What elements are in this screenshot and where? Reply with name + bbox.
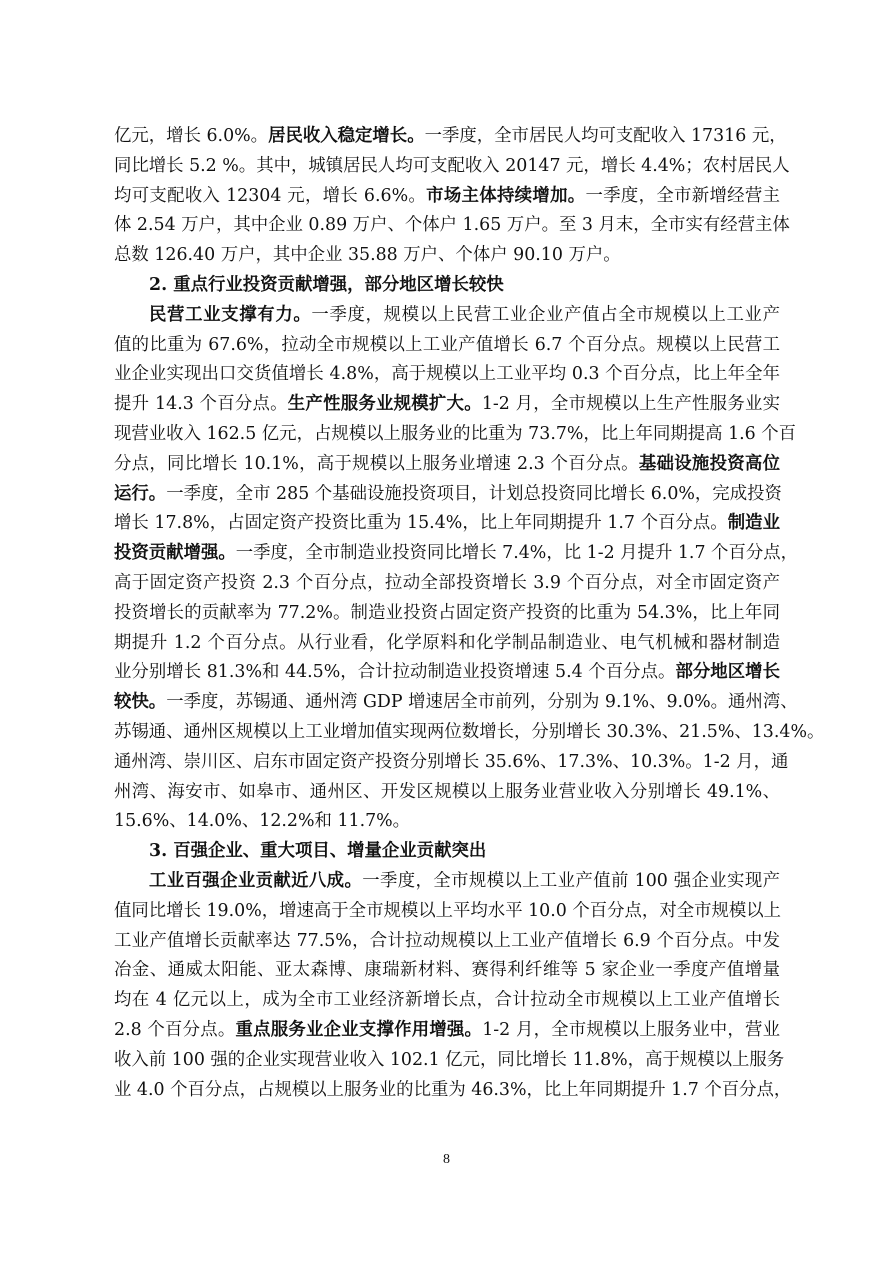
text-line: 值同比增长 19.0%，增速高于全市规模以上平均水平 10.0 个百分点，对全市规模以上	[114, 900, 782, 921]
text-span: 提升 14.3 个百分点。	[114, 394, 288, 415]
text-line: 收入前 100 强的企业实现营业收入 102.1 亿元，同比增长 11.8%，高于规模以上服务	[114, 1049, 785, 1070]
text-span: 增长 17.8%，占固定资产投资比重为 15.4%，比上年同期提升 1.7 个百分点。	[114, 513, 728, 534]
text-line: 15.6%、14.0%、12.2%和 11.7%。	[114, 811, 411, 832]
bold-lead-private-industry: 民营工业支撑有力。	[149, 304, 312, 325]
paragraph-income-market	[114, 122, 790, 271]
text-line	[114, 539, 799, 569]
text-line	[114, 658, 780, 688]
text-line: 均在 4 亿元以上，成为全市工业经济新增长点，合计拉动全市规模以上工业产值增长	[114, 990, 780, 1011]
text-line	[114, 301, 780, 331]
bold-lead-regions: 部分地区增长	[675, 662, 780, 683]
text-span: 一季度，全市新增经营主	[585, 185, 780, 206]
text-line: 业企业实现出口交货值增长 4.8%，高于规模以上工业平均 0.3 个百分点，比上年全年	[114, 364, 780, 385]
text-line: 冶金、通威太阳能、亚太森博、康瑞新材料、赛得利纤维等 5 家企业一季度产值增量	[114, 960, 780, 981]
page-number: 8	[443, 1152, 450, 1167]
text-line: 现营业收入 162.5 亿元，占规模以上服务业的比重为 73.7%，比上年同期提高 1.6 个百	[114, 423, 797, 444]
text-line	[114, 450, 780, 480]
text-line: 值的比重为 67.6%，拉动全市规模以上工业产值增长 6.7 个百分点。规模以上民营工	[114, 334, 780, 355]
paragraph-top-enterprises	[114, 867, 792, 1105]
text-line: 体 2.54 万户，其中企业 0.89 万户、个体户 1.65 万户。至 3 月末，全市实有经营主体	[114, 215, 790, 236]
bold-lead-market: 市场主体持续增加。	[426, 185, 586, 206]
text-span: 均可支配收入 12304 元，增长 6.6%。	[114, 185, 427, 206]
text-line	[114, 509, 780, 539]
text-line	[114, 480, 780, 510]
bold-lead-productive-services: 生产性服务业规模扩大。	[287, 394, 482, 415]
section-heading-3: 3. 百强企业、重大项目、增量企业贡献突出	[149, 841, 487, 862]
text-span: 业分别增长 81.3%和 44.5%，合计拉动制造业投资增速 5.4 个百分点。	[114, 662, 676, 683]
bold-lead-infrastructure-cont: 运行。	[114, 483, 167, 504]
text-span: 一季度，全市 285 个基础设施投资项目，计划总投资同比增长 6.0%，完成投资	[166, 483, 782, 504]
text-line: 通州湾、崇川区、启东市固定资产投资分别增长 35.6%、17.3%、10.3%。1-2 月，通	[114, 751, 789, 772]
text-span: 分点，同比增长 10.1%，高于规模以上服务业增速 2.3 个百分点。	[114, 453, 639, 474]
text-line: 期提升 1.2 个百分点。从行业看，化学原料和化学制品制造业、电气机械和器材制造	[114, 632, 780, 653]
text-span: 亿元，增长 6.0%。	[114, 126, 269, 146]
bold-lead-infrastructure: 基础设施投资高位	[638, 453, 780, 474]
bold-lead-manufacturing: 制造业	[727, 513, 780, 534]
bold-lead-regions-cont: 较快。	[114, 692, 167, 713]
text-line: 业 4.0 个百分点，占规模以上服务业的比重为 46.3%，比上年同期提升 1.7 个百分点，	[114, 1079, 792, 1100]
text-line	[114, 1016, 780, 1046]
section-heading-2: 2. 重点行业投资贡献增强，部分地区增长较快	[149, 274, 504, 295]
text-span: 一季度，全市制造业投资同比增长 7.4%，比 1-2 月提升 1.7 个百分点，	[235, 543, 799, 564]
text-span: 一季度，全市规模以上工业产值前 100 强企业实现产	[362, 870, 780, 891]
text-line: 投资增长的贡献率为 77.2%。制造业投资占固定资产投资的比重为 54.3%，比上年同	[114, 602, 780, 623]
text-span: 一季度，苏锡通、通州湾 GDP 增速居全市前列，分别为 9.1%、9.0%。通州湾、	[166, 692, 798, 713]
text-line	[114, 867, 780, 897]
text-span: 一季度，全市居民人均可支配收入 17316 元，	[424, 126, 787, 146]
text-span: 1-2 月，全市规模以上服务业中，营业	[482, 1019, 780, 1040]
text-span: 1-2 月，全市规模以上生产性服务业实	[481, 394, 780, 415]
bold-lead-income: 居民收入稳定增长。	[268, 126, 425, 146]
text-span: 一季度，规模以上民营工业企业产值占全市规模以上工业产	[311, 304, 780, 325]
document-body	[114, 122, 825, 1105]
bold-lead-manufacturing-cont: 投资贡献增强。	[114, 543, 236, 564]
text-line: 苏锡通、通州区规模以上工业增加值实现两位数增长，分别增长 30.3%、21.5%、13.4%。	[114, 721, 825, 742]
text-line	[114, 688, 798, 718]
text-line: 总数 126.40 万户，其中企业 35.88 万户、个体户 90.10 万户。	[114, 245, 621, 266]
bold-lead-top100-industry: 工业百强企业贡献近八成。	[149, 870, 363, 891]
text-line: 高于固定资产投资 2.3 个百分点，拉动全部投资增长 3.9 个百分点，对全市固定资产	[114, 572, 780, 593]
text-line: 同比增长 5.2 %。其中，城镇居民人均可支配收入 20147 元，增长 4.4%；农村居民人	[114, 155, 790, 176]
paragraph-industry-investment	[114, 301, 825, 837]
text-line: 州湾、海安市、如皋市、通州区、开发区规模以上服务业营业收入分别增长 49.1%、	[114, 781, 780, 802]
text-line	[114, 390, 780, 420]
text-line	[114, 182, 780, 212]
text-span: 2.8 个百分点。	[114, 1019, 236, 1040]
text-line: 工业产值增长贡献率达 77.5%，合计拉动规模以上工业产值增长 6.9 个百分点。中发	[114, 930, 780, 951]
bold-lead-key-services: 重点服务业企业支撑作用增强。	[235, 1019, 483, 1040]
text-line	[114, 122, 787, 152]
